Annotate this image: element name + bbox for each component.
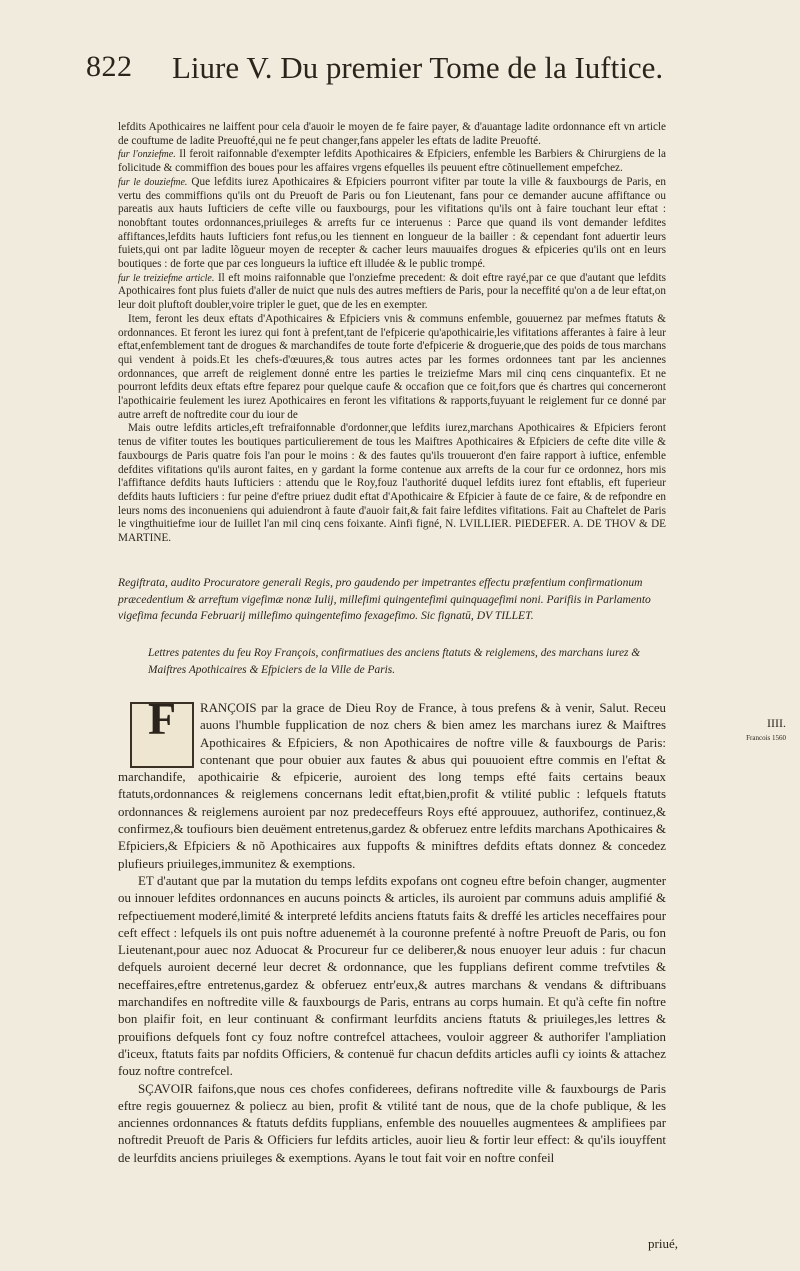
paragraph: fur l'onziefme. Il feroit raifonnable d'exempter lefdits Apothicaires & Efpiciers, enfemble les Barbiers & Chirurgiens de la folicitude & commiffion des boues pour les affaires vrgens efquelles ils peuuent eftre cõtinuellement empefchez.: [118, 148, 666, 175]
paragraph: SÇAVOIR faifons,que nous ces chofes confiderees, defirans noftredite ville & fauxbourgs de Paris eftre regis gouuernez & poliecz au bien, profit & vtilité tant de nous, que de la chofe publique, & les anciennes ordonnances & ftatuts defdits fupplians, enfemble des nouuelles augmentees & amplifiees par noftredit Preuoft de Paris & Officiers fur lefdits articles, auoir lieu & fortir leur effect: & qu'ils iouyffent de leurfdits anciens priuileges & exemptions. Ayans le tout fait voir en noftre confeil: [118, 1081, 666, 1165]
margin-note: fur l'onziefme.: [118, 149, 176, 161]
paragraph: fur le douziefme. Que lefdits iurez Apothicaires & Efpiciers pourront vifiter par toute la ville & fauxbourgs de Paris, en vertu des commiffions qu'ils ont du Preuoft de Paris ou fon Lieutenant, fans pour ce demander aucune affiftance ou pareatis aux hauts Iufticiers de cefte ville ou fauxbourgs, pour les vifitations qu'ils ont à faire touchant leur eftat : nonobftant toutes ordonnances,priuileges & arrefts fur ce interuenus : Parce que quand ils vont demander lefdites affiftances,lefdits hauts Iufticiers font refus,ou les tiennent en longueur de la bailler : & cependant font aduertir leurs fuiets,qui ont par ladite lõgueur moyen de recepter & cacher leurs mauuaifes drogues & efpiceries qu'ils ont en leurs boutiques : de forte que par ces longueurs la iuftice eft illudée & le public trompé.: [118, 175, 666, 271]
page-header: [78, 50, 666, 104]
running-title: Liure V. Du premier Tome de la Iuftice.: [172, 50, 664, 85]
side-note: Francois 1560: [746, 734, 786, 742]
paragraph: Mais outre lefdits articles,eft trefraifonnable d'ordonner,que lefdits iurez,marchans Apothicaires & Efpiciers feront tenus de vifiter toutes les boutiques particulierement de tous les Maiftres Apothicaires & Efpiciers de cefte dite ville & fauxbourgs de Paris quatre fois l'an pour le moins : & des fautes qu'ils trouueront d'en faire rapport à iuftice, enfemble defdites vifitations qu'ils auront faites, en y gardant la forme contenue aux arrefts de la cour fur ce ordonnez, hors mis l'affiftance defdits hauts Iufticiers : attendu que le Roy,fouz l'authorité duquel lefdits iurez font eftablis, eft fuperieur defdits hauts Iufticiers : fur peine d'eftre priuez dudit eftat d'Apothicaire & Efpicier à faute de ce faire, & de refpondre en leurs noms des inconueniens qui aduiendront à faute d'auoir fait,& fait faire lefdites vifitations. Fait au Chaftelet de Paris le vingthuitiefme iour de Iuillet l'an mil cinq cens foixante. Ainfi figné, N. LVILLIER. PIEDEFER. A. DE THOV & DE MARTINE.: [118, 422, 666, 545]
paragraph: fur le treiziefme article. Il eft moins raifonnable que l'onziefme precedent: & doit eftre rayé,par ce que d'autant que lefdits Apothicaires font plus fuiets d'aller de nuict que nuls des autres meftiers de Paris, pour la neceffité qu'on a de leur eftat,on leur doit pluftoft doubler,voire tripler le guet, que de les en exempter.: [118, 271, 666, 312]
paragraph: ET d'autant que par la mutation du temps lefdits expofans ont cogneu eftre befoin changer, augmenter ou innouer lefdites ordonnances en aucuns poincts & articles, ils auroient par communs aduis amplifié & refpectiuement moderé,limité & interpreté lefdits anciens ftatuts faits & dreffé les articles neceffaires pour ceft effect : lefquels ils ont puis noftre aduenemét à la couronne prefenté à noftre Preuoft de Paris, ou fon Lieutenant,pour auec noz Aduocat & Procureur fur ce deliberer,& nous enuoyer leur aduis : fur chacun defquels auroient decerné leur decret & ordonnance, que les fupplians defirent comme trefvtiles & neceffaires,eftre entretenus,gardez & obferuez entr'eux,& autres marchans & vendans & diftribuans marchandifes en noftredite ville & fauxbourgs de Paris, entrans au corps humain. Et qu'à cefte fin noftre bon plaifir foit, en leur continuant & confirmant leurfdits anciens ftatuts & priuileges,les lettres & prouifions defquels font cy fouz noftre contrefcel attachees, vouloir aggreer & authorifer l'ampliation d'iceux, ftatuts faits par nofdits Officiers, & contenuë fur chacun defdits articles aufli cy ioints & attachez fouz noftre contrefcel.: [118, 873, 666, 1079]
page-number: 822: [86, 50, 133, 83]
margin-note: fur le treiziefme article.: [118, 272, 215, 284]
side-note: IIII.: [767, 716, 786, 730]
upper-text-block: [118, 121, 666, 546]
paragraph: RANÇOIS par la grace de Dieu Roy de France, à tous prefens & à venir, Salut. Receu auons l'humble fupplication de noz chers & bien amez les marchans iurez & Maiftres Apothicaires & Efpiciers, & non Apothicaires de noftre ville & fauxbourgs de Paris: contenant que pour obuier aux fautes & abus qui pouuoient eftre commis en l'eftat & marchandife, apothicairie & efpicerie, auroient des long temps efté faits certains beaux ftatuts,ordonnances & reiglemens concernans ledit eftat,bien,profit & vtilité public : lefquels ftatuts ordonnances & reiglemens auroient par noz predeceffeurs Roys efté approuuez, authorifez, continuez,& confirmez,& toufiours bien deuëment entretenus,gardez & obferuez entre lefdits marchans Apothicaires & Efpiciers,& Efpiciers & nõ Apothicaires aux fuppofts & miniftres defdits eftats donnez & concedez plufieurs priuileges,immunitez & exemptions.: [118, 701, 667, 871]
letters-text: [118, 693, 667, 1167]
margin-note: fur le douziefme.: [118, 176, 188, 188]
catchword: priué,: [648, 1236, 678, 1251]
section-title: Lettres patentes du feu Roy François, confirmatiues des anciens ftatuts & reiglemens, des marchans iurez & Maiftres Apothicaires & Efpiciers de la Ville de Paris.: [148, 647, 641, 676]
registration-note: Regiftrata, audito Procuratore generali Regis, pro gaudendo per impetrantes effectu præfentium confirmationum præcedentium & arreftum vigefimæ nonæ Iulij, millefimi quingentefimi quinquagefimi noni. Parifiis in Parlamento vigefima fecunda Februarij millefimo quingentefimo fexagefimo. Sic fignatū, DV TILLET.: [118, 576, 651, 622]
ornamental-initial: F: [130, 702, 194, 768]
paragraph: lefdits Apothicaires ne laiffent pour cela d'auoir le moyen de fe faire payer, & d'auantage ladite ordonnance eft vn article de couftume de ladite Preuofté,qui ne fe peut changer,fans appeler les eftats de ladite Preuofté.: [118, 121, 666, 147]
paragraph: Item, feront les deux eftats d'Apothicaires & Efpiciers vnis & communs enfemble, gouuernez par mefmes ftatuts & ordonnances. Et feront les iurez qui font à prefent,tant de l'efpicerie qu'apothicairie,les vifitations afferantes à faire à leur eftat,enfemblement tant de drogues & marchandifes de toute forte d'efpicerie & droguerie,que des poids de tous marchans qui vendent à poids.Et les chefs-d'œuures,& tous autres actes par les formes ordonnees tant par les anciennes ordonnances, que arreft de reiglement donné entre les parties le treiziefme Mars mil cinq cens cinquantefix. Et ne pourront lefdits deux eftats eftre feparez pour quelque caufe & occafion que ce foit,fors que és chartres qui concerneront l'apothicairie feulement les iurez Apothicaires en feront les vifitations & rapports,fuyuant le reiglement fur ce donné par autre arreft de noftredite cour du iour de: [118, 312, 666, 421]
